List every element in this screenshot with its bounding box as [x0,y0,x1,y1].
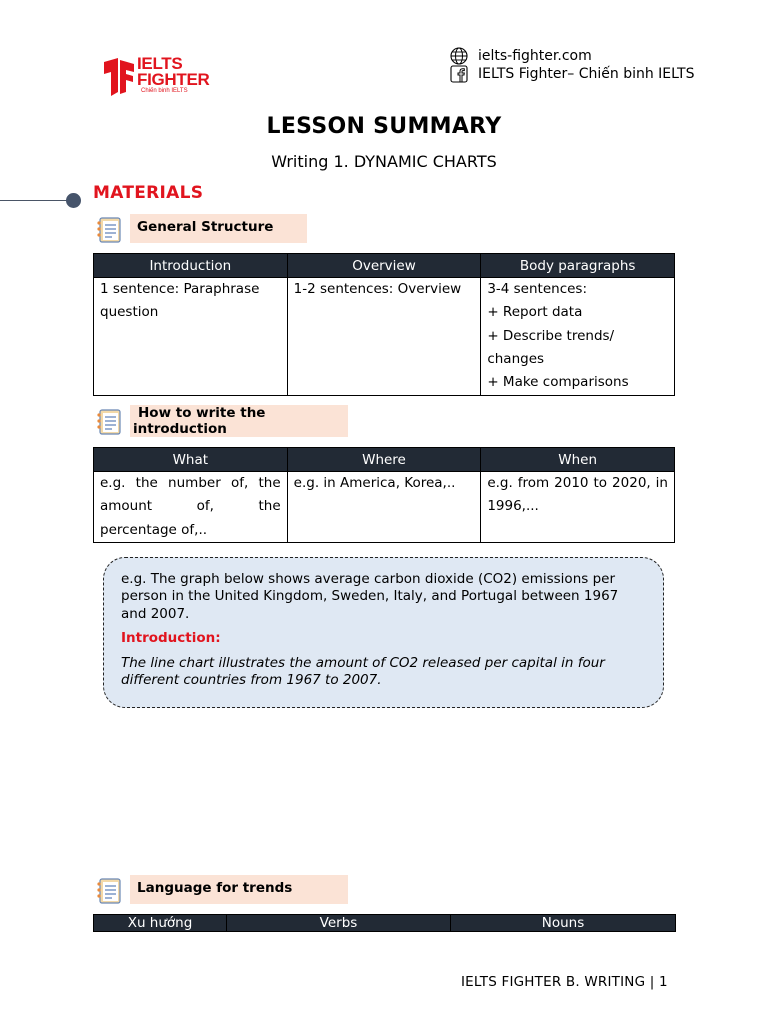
facebook-contact[interactable] [449,65,694,83]
body-line: 3-4 sentences: [487,281,588,297]
body-paragraphs-cell [481,278,675,396]
table-header: Nouns [451,915,676,932]
logo-tagline: Chiến binh IELTS [141,88,188,94]
timeline-dot [66,193,81,208]
language-for-trends-label: Language for trends [130,875,348,904]
notebook-icon [94,406,124,436]
notebook-icon [94,214,124,244]
table-header: Xu hướng [94,915,227,932]
example-box [103,557,664,708]
page-footer: IELTS FIGHTER B. WRITING | 1 [461,974,668,990]
globe-icon [449,47,469,65]
introduction-cell: 1 sentence: Paraphrase question [94,278,288,396]
introduction-heading: Introduction: [121,629,221,646]
table-header: Body paragraphs [481,254,675,278]
notebook-icon [94,875,124,905]
body-line: + Make comparisons [487,374,629,391]
how-to-write-introduction-label: How to write the introduction [130,405,348,437]
lesson-subtitle: Writing 1. DYNAMIC CHARTS [271,152,497,171]
when-cell: e.g. from 2010 to 2020, in 1996,... [481,472,675,543]
table-header: What [94,448,288,472]
example-prompt: e.g. The graph below shows average carbon dioxide (CO2) emissions per person in the United Kingdom, Sweden, Italy, and Portugal between 1967 and 2007. [121,571,619,622]
website-contact[interactable] [449,47,592,65]
lesson-title: LESSON SUMMARY [266,114,502,139]
body-line: + Report data [487,304,583,321]
table-header: Where [287,448,481,472]
facebook-link[interactable]: IELTS Fighter– Chiến binh IELTS [478,66,695,82]
what-cell: e.g. the number of, the amount of, the percentage of,.. [94,472,288,543]
language-for-trends-table [93,914,676,932]
facebook-icon [449,65,469,83]
logo-text: IELTS FIGHTER [137,54,210,89]
timeline-line [0,200,68,201]
website-link[interactable]: ielts-fighter.com [478,48,592,64]
introduction-elements-table [93,447,675,543]
table-header: Verbs [227,915,451,932]
body-line: + Describe trends/ changes [487,327,615,367]
introduction-sample: The line chart illustrates the amount of CO2 released per capital in four different countries from 1967 to 2007. [121,655,605,689]
general-structure-table [93,253,675,396]
ielts-fighter-logo [100,56,225,98]
materials-heading: MATERIALS [93,183,204,203]
where-cell: e.g. in America, Korea,.. [287,472,481,543]
table-header: Overview [287,254,481,278]
table-header: Introduction [94,254,288,278]
logo-mark-icon [102,58,136,96]
overview-cell: 1-2 sentences: Overview [287,278,481,396]
general-structure-label: General Structure [130,214,307,243]
table-header: When [481,448,675,472]
